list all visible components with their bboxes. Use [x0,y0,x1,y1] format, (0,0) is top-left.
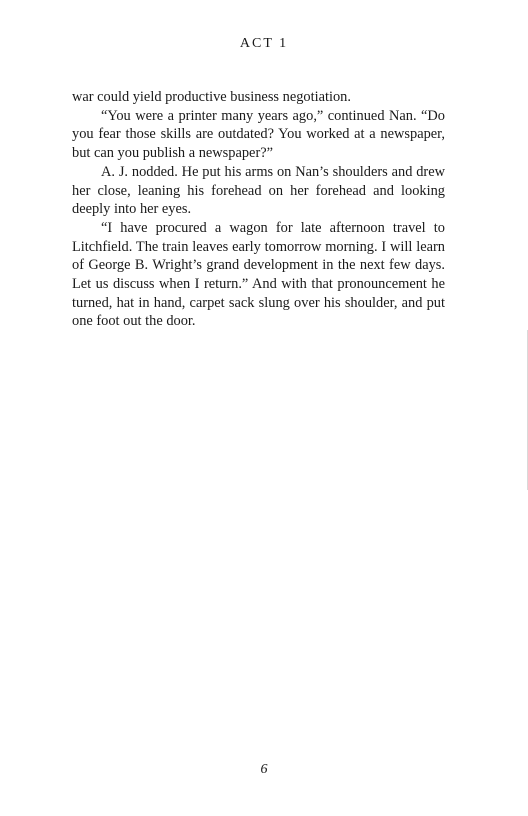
body-text [72,88,445,331]
running-head: ACT 1 [239,36,289,51]
paragraph: “You were a printer many years ago,” continued Nan. “Do you fear those skills are outdated? You worked at a newspaper, but can you publish a newspaper?” [72,107,445,162]
paragraph: A. J. nodded. He put his arms on Nan’s shoulders and drew her close, leaning his forehead on her forehead and looking deeply into her eyes. [72,163,445,218]
paragraph: “I have procured a wagon for late afternoon travel to Litchfield. The train leaves early tomorrow morning. I will learn of George B. Wright’s grand development in the next few days. Let us discuss when I return.” And with that pronouncement he turned, hat in hand, carpet sack slung over his shoulder, and put one foot out the door. [72,219,445,330]
page-number: 6 [260,762,268,777]
paragraph-continuation: war could yield productive business negotiation. [72,89,351,105]
